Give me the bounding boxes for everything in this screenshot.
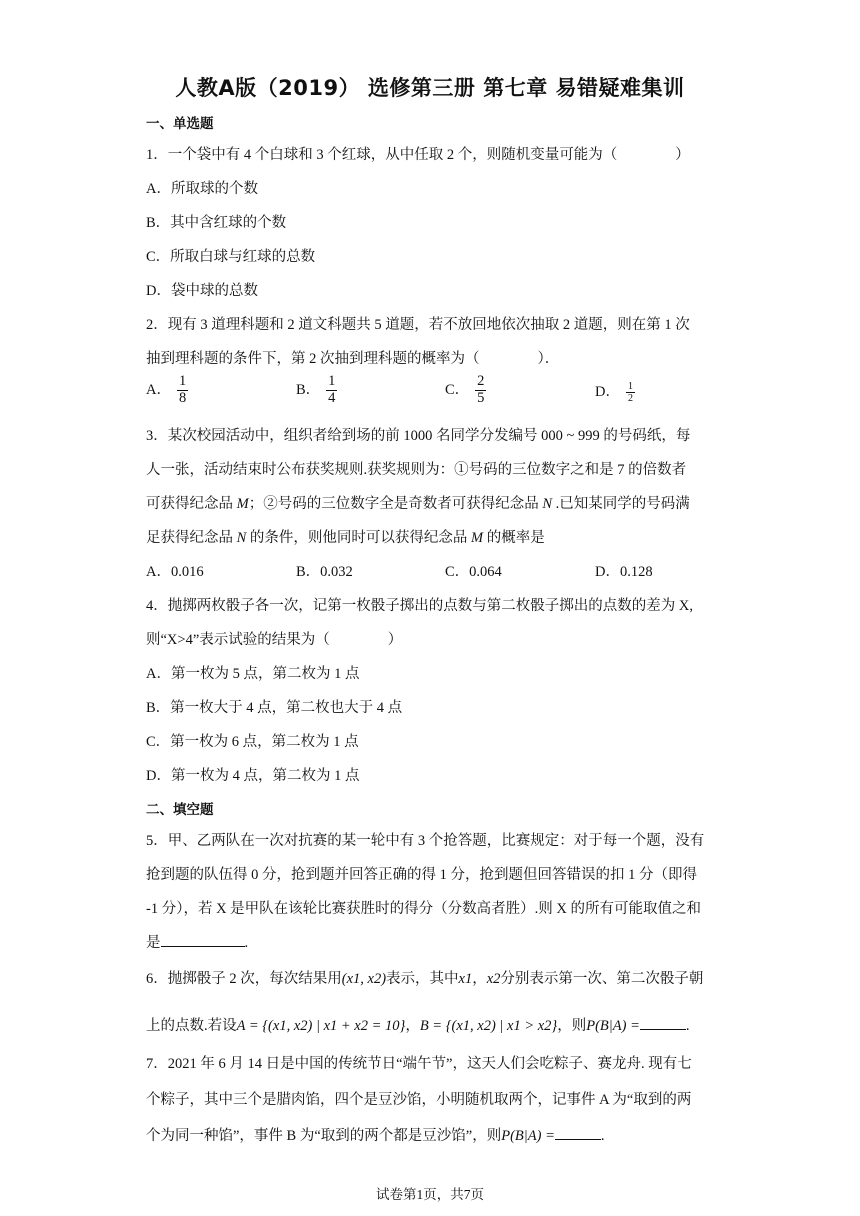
set-b: B = {(x1, x2) | x1 > x2} bbox=[419, 1018, 558, 1034]
answer-blank bbox=[640, 1015, 686, 1030]
question-3-line-4: 足获得纪念品 N 的条件，则他同时可以获得纪念品 M 的概率是 bbox=[146, 530, 545, 546]
question-7-line-1: 7．2021 年 6 月 14 日是中国的传统节日“端午节”，这天人们会吃粽子、赛龙舟. 现有七 bbox=[146, 1056, 692, 1072]
question-1-option-b: B．其中含红球的个数 bbox=[146, 215, 287, 231]
question-3-line-3: 可获得纪念品 M；②号码的三位数字全是奇数者可获得纪念品 N .已知某同学的号码满 bbox=[146, 496, 690, 512]
question-6-line-1: 6．抛掷骰子 2 次，每次结果用(x1, x2)表示，其中x1，x2分别表示第一次、第二次骰子朝 bbox=[146, 971, 704, 987]
answer-blank bbox=[555, 1125, 601, 1140]
question-4-option-d: D．第一枚为 4 点，第二枚为 1 点 bbox=[146, 768, 360, 784]
set-a: A = {(x1, x2) | x1 + x2 = 10} bbox=[236, 1018, 406, 1034]
question-3-option-c: C．0.064 bbox=[445, 564, 502, 580]
section-heading-fill-in: 二、填空题 bbox=[146, 802, 214, 818]
question-2-option-a: A． $\frac{1}{8}$ bbox=[146, 373, 187, 406]
question-3-line-1: 3．某次校园活动中，组织者给到场的前 1000 名同学分发编号 000 ~ 999 的号码纸，每 bbox=[146, 428, 691, 444]
question-4-option-c: C．第一枚为 6 点，第二枚为 1 点 bbox=[146, 734, 359, 750]
question-1-option-a: A．所取球的个数 bbox=[146, 181, 258, 197]
question-3-option-b: B．0.032 bbox=[296, 564, 353, 580]
fraction: $\frac{2}{5}$ bbox=[477, 373, 485, 406]
question-3-option-a: A．0.016 bbox=[146, 564, 204, 580]
math-pair: (x1, x2) bbox=[341, 971, 387, 987]
question-7-line-2: 个粽子，其中三个是腊肉馅，四个是豆沙馅，小明随机取两个，记事件 A 为“取到的两 bbox=[146, 1092, 692, 1108]
question-2-option-d: D． $\frac{1}{2}$ bbox=[595, 381, 633, 405]
question-5-line-2: 抢到题的队伍得 0 分，抢到题并回答正确的得 1 分，抢到题但回答错误的扣 1 分（即得 bbox=[146, 867, 697, 883]
question-4-option-a: A．第一枚为 5 点，第二枚为 1 点 bbox=[146, 666, 360, 682]
question-4-option-b: B．第一枚大于 4 点，第二枚也大于 4 点 bbox=[146, 700, 403, 716]
page-footer: 试卷第1页，共7页 bbox=[376, 1187, 484, 1202]
question-2-line-2: 抽到理科题的条件下，第 2 次抽到理科题的概率为（ ）． bbox=[146, 351, 560, 367]
question-2-option-b: B． $\frac{1}{4}$ bbox=[296, 373, 336, 406]
question-1-stem: 1．一个袋中有 4 个白球和 3 个红球，从中任取 2 个，则随机变量可能为（ ） bbox=[146, 147, 690, 163]
question-3-option-d: D．0.128 bbox=[595, 564, 653, 580]
question-1-option-d: D．袋中球的总数 bbox=[146, 283, 258, 299]
fraction: $\frac{1}{4}$ bbox=[328, 373, 336, 406]
question-7-line-3: 个为同一种馅”，事件 B 为“取到的两个都是豆沙馅”，则P(B|A) = . bbox=[146, 1124, 604, 1145]
fraction: $\frac{1}{2}$ bbox=[627, 381, 633, 405]
question-6-line-2: 上的点数.若设A = {(x1, x2) | x1 + x2 = 10}，B = {(x1, x2) | x1 > x2}，则P(B|A) = . bbox=[146, 1014, 689, 1035]
fraction: $\frac{1}{8}$ bbox=[178, 373, 187, 406]
question-2-line-1: 2．现有 3 道理科题和 2 道文科题共 5 道题，若不放回地依次抽取 2 道题，则在第 1 次 bbox=[146, 317, 690, 333]
question-4-line-1: 4．抛掷两枚骰子各一次，记第一枚骰子掷出的点数与第二枚骰子掷出的点数的差为 X, bbox=[146, 598, 693, 614]
question-5-line-3: -1 分），若 X 是甲队在该轮比赛获胜时的得分（分数高者胜）.则 X 的所有可能取值之和 bbox=[146, 901, 702, 917]
question-1-option-c: C．所取白球与红球的总数 bbox=[146, 249, 316, 265]
conditional-probability: P(B|A) = bbox=[586, 1018, 640, 1034]
page-title: 人教A版（2019） 选修第三册 第七章 易错疑难集训 bbox=[175, 76, 685, 100]
conditional-probability: P(B|A) = bbox=[501, 1128, 555, 1144]
question-3-line-2: 人一张，活动结束时公布获奖规则.获奖规则为：①号码的三位数字之和是 7 的倍数者 bbox=[146, 462, 687, 478]
answer-blank bbox=[161, 932, 245, 947]
section-heading-single-choice: 一、单选题 bbox=[146, 116, 214, 132]
question-5-line-4: 是 . bbox=[146, 931, 248, 952]
question-4-line-2: 则“X>4”表示试验的结果为（ ） bbox=[146, 632, 403, 648]
question-2-option-c: C． $\frac{2}{5}$ bbox=[445, 373, 485, 406]
question-5-line-1: 5．甲、乙两队在一次对抗赛的某一轮中有 3 个抢答题，比赛规定：对于每一个题，没有 bbox=[146, 833, 705, 849]
